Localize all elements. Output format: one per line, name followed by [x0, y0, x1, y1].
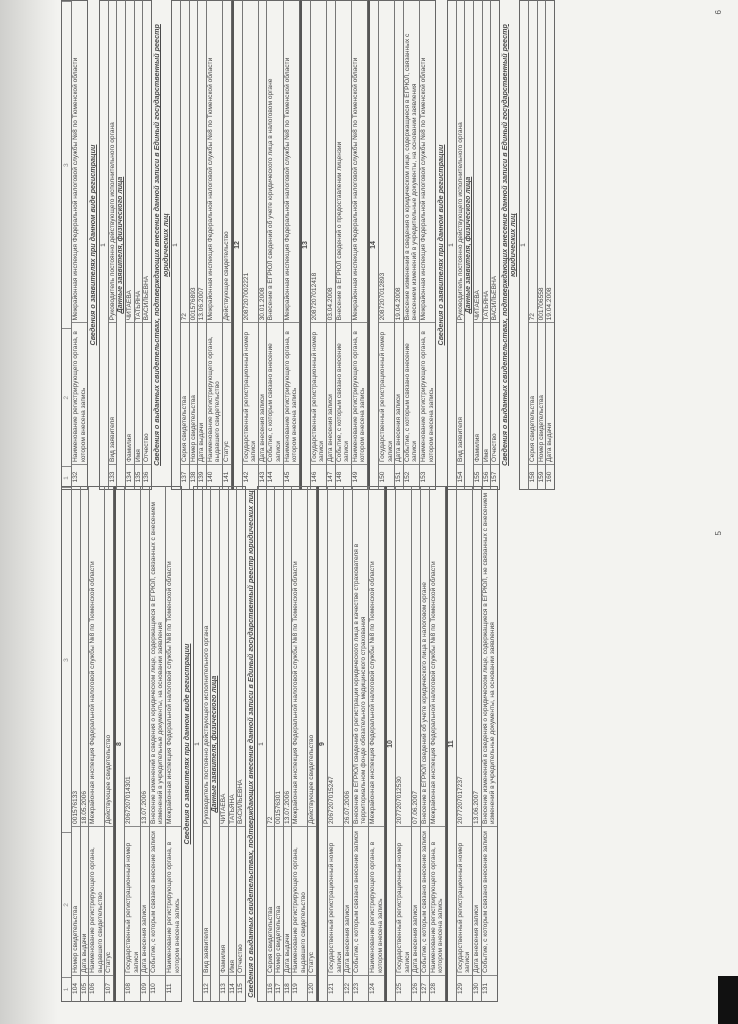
table-row — [368, 486, 385, 1002]
field-label: Номер свидетельства — [190, 322, 198, 464]
row-number: 113 — [220, 975, 228, 1001]
table-row — [403, 0, 419, 490]
table-row — [236, 486, 246, 1002]
row-number: 111 — [166, 975, 181, 1001]
row-number: 145 — [284, 464, 299, 489]
field-value: Межрайонная инспекция Федеральной налоговой службы №8 по Тюменской области — [292, 561, 300, 824]
field-value: Руководитель постоянно действующего исполнительного органа — [108, 122, 116, 321]
row-number: 150 — [379, 464, 394, 489]
table-row — [71, 0, 88, 490]
row-number: 130 — [473, 975, 481, 1001]
field-value: 13.06.2007 — [198, 287, 206, 321]
table-row — [283, 486, 292, 1002]
field-label: Имя — [483, 322, 491, 464]
field-value: 18.05.2006 — [80, 790, 88, 824]
field-label: Серия свидетельства — [181, 322, 189, 464]
field-value: 07.06.2007 — [412, 790, 420, 824]
field-label: Наименование регистрирующего органа, выдавшего свидетельство — [89, 826, 104, 975]
row-number: 157 — [491, 464, 499, 489]
item-index: 1 — [519, 0, 528, 490]
field-value: ЧИТАЕВА — [220, 793, 228, 824]
table-row — [242, 0, 258, 490]
record-section-number: 8 — [114, 486, 124, 1002]
field-value: Межрайонная инспекция Федеральной налоговой службы №8 по Тюменской области — [72, 57, 79, 321]
field-label: Вид заявителя — [109, 322, 117, 464]
field-value: 001576893 — [189, 287, 197, 321]
table-row — [307, 486, 317, 1002]
table-row — [411, 486, 420, 1002]
row-number: 142 — [243, 464, 258, 489]
field-label: Фамилия — [220, 826, 228, 975]
table-row — [206, 0, 222, 490]
field-value: Межрайонная инспекция Федеральной налоговой службы №8 по Тюменской области — [429, 561, 437, 824]
table-row — [219, 486, 228, 1002]
field-label: Событие, с которым связано внесение записи — [482, 826, 497, 975]
table-row — [481, 486, 498, 1002]
column-number: 3 — [62, 1, 71, 328]
row-number: 127 — [421, 975, 429, 1001]
table-row — [473, 0, 482, 490]
table-row — [165, 486, 182, 1002]
record-section-number: 9 — [317, 486, 327, 1002]
field-label: Дата внесения записи — [259, 322, 267, 464]
field-value: Межрайонная инспекция Федеральной налоговой службы №8 по Тюменской области — [206, 57, 214, 321]
field-value: ТАТЬЯНА — [228, 794, 236, 824]
field-label: Событие, с которым связано внесение записи — [150, 826, 165, 975]
row-number: 119 — [292, 975, 307, 1001]
field-value: 03.04.2008 — [326, 287, 334, 321]
row-number: 153 — [420, 464, 435, 489]
field-value: Внесение изменений в сведения о юридическом лице, содержащиеся в ЕГРЮЛ, связанных с внесением изменений в учредительные документы, на основании заявления — [149, 502, 165, 824]
section-title-text: Сведения о выданных свидетельствах, подтверждающих внесение данной записи в Единый государственный реестр юридических лиц — [499, 24, 518, 466]
page-number: 5 — [714, 531, 723, 536]
row-number: 121 — [328, 975, 343, 1001]
field-label: Дата выдачи — [546, 322, 554, 464]
field-value: 001576301 — [275, 790, 283, 824]
table-row — [327, 486, 343, 1002]
row-number: 158 — [529, 464, 537, 489]
table-row — [202, 486, 211, 1002]
field-label: Событие, с которым связано внесение записи — [336, 322, 351, 464]
field-label: Государственный регистрационный номер записи — [457, 826, 472, 975]
field-label: Номер свидетельства — [538, 322, 546, 464]
field-value: 30.01.2008 — [258, 287, 266, 321]
row-number: 128 — [430, 975, 445, 1001]
table-row — [352, 486, 368, 1002]
field-value: Действующее свидетельство — [105, 734, 113, 824]
field-label: Государственный регистрационный номер записи — [125, 826, 140, 975]
field-label: Дата внесения записи — [412, 826, 420, 975]
field-label: Имя — [135, 322, 143, 464]
field-value: ТАТЬЯНА — [482, 290, 490, 321]
table-row — [71, 486, 80, 1002]
row-number: 120 — [308, 975, 316, 1001]
row-number: 118 — [284, 975, 292, 1001]
table-row — [343, 486, 352, 1002]
table-row — [189, 0, 198, 490]
row-number: 154 — [457, 464, 465, 489]
table-row — [274, 486, 283, 1002]
field-label: Имя — [229, 826, 237, 975]
row-number: 147 — [327, 464, 335, 489]
field-value: 72 — [528, 313, 536, 321]
field-value: Действующее свидетельство — [223, 231, 231, 321]
row-number: 131 — [482, 975, 497, 1001]
row-number: 114 — [229, 975, 237, 1001]
table-row — [537, 0, 546, 490]
row-number: 159 — [538, 464, 546, 489]
row-number: 109 — [141, 975, 149, 1001]
field-value: 13.06.2007 — [472, 790, 480, 824]
table-row — [545, 0, 555, 490]
table-row — [180, 0, 189, 490]
table-row — [88, 486, 104, 1002]
row-number: 115 — [237, 975, 245, 1001]
row-number: 137 — [181, 464, 189, 489]
row-number: 144 — [267, 464, 282, 489]
table-row — [228, 486, 237, 1002]
section-title — [501, 0, 518, 490]
field-value: Внесение изменений в сведения о юридическом лице, содержащиеся в ЕГРЮЛ, не связанных с внесением изменений в учредительные документы, на основании заявления — [481, 492, 497, 824]
field-value: Внесение в ЕГРЮЛ сведений о регистрации юридического лица в качестве страхователя в территориальном фонде обязательного медицинского страхования — [352, 543, 368, 824]
row-number: 122 — [344, 975, 352, 1001]
row-number: 104 — [72, 975, 80, 1001]
field-value: Межрайонная инспекция Федеральной налоговой службы №8 по Тюменской области — [419, 57, 427, 321]
table-header-row — [61, 486, 71, 1002]
page-content — [61, 486, 498, 1002]
item-index: 1 — [257, 486, 266, 1002]
field-label: Фамилия — [126, 322, 134, 464]
field-value: 19.04.2008 — [546, 287, 554, 321]
field-label: Дата внесения записи — [327, 322, 335, 464]
field-label: Государственный регистрационный номер записи — [379, 322, 394, 464]
table-row — [395, 486, 411, 1002]
subsection-heading: Данные заявителя, физического лица — [210, 486, 219, 1002]
field-value: 001706558 — [537, 287, 545, 321]
scan-edge-shadow — [0, 0, 58, 1024]
field-label: Наименование регистрирующего органа, в котором внесена запись — [72, 322, 87, 464]
row-number: 139 — [198, 464, 206, 489]
table-row — [490, 0, 500, 490]
field-value: 26.07.2006 — [344, 790, 352, 824]
field-label: Дата выдачи — [198, 322, 206, 464]
section-title — [89, 0, 98, 490]
row-number: 117 — [275, 975, 283, 1001]
field-value: Межрайонная инспекция Федеральной налоговой службы №8 по Тюменской области — [283, 57, 291, 321]
field-value: Внесение изменений в сведения о юридическом лице, содержащиеся в ЕГРЮЛ, связанных с внесением изменений в учредительные документы, на основании заявления — [403, 33, 419, 321]
table-row — [456, 486, 472, 1002]
table-row — [125, 0, 134, 490]
field-value: Руководитель постоянно действующего исполнительного органа — [202, 625, 210, 824]
row-number: 138 — [190, 464, 198, 489]
table-row — [222, 0, 232, 490]
table-row — [420, 486, 429, 1002]
field-label: Дата внесения записи — [141, 826, 149, 975]
item-index: 1 — [447, 0, 456, 490]
field-value: Межрайонная инспекция Федеральной налоговой службы №8 по Тюменской области — [351, 57, 359, 321]
table-row — [266, 0, 282, 490]
field-value: Межрайонная инспекция Федеральной налоговой службы №8 по Тюменской области — [165, 561, 173, 824]
table-row — [108, 0, 117, 490]
table-header-row — [61, 0, 71, 490]
field-label: Наименование регистрирующего органа, в котором внесена запись — [420, 322, 435, 464]
row-number: 105 — [81, 975, 89, 1001]
field-value: ЧИТАЕВА — [474, 290, 482, 321]
field-value: Внесение в ЕГРЮЛ сведений об учете юридического лица в налоговом органе — [267, 78, 275, 321]
section-title — [153, 0, 170, 490]
column-number: 2 — [62, 832, 71, 977]
row-number: 129 — [457, 975, 472, 1001]
row-number: 116 — [267, 975, 275, 1001]
table-row — [394, 0, 403, 490]
table-row — [326, 0, 335, 490]
table-row — [335, 0, 351, 490]
row-number: 135 — [135, 464, 143, 489]
field-label: Наименование регистрирующего органа, в котором внесена запись — [430, 826, 445, 975]
record-section-number: 13 — [300, 0, 310, 490]
field-value: Внесение в ЕГРЮЛ сведений о предоставлении лицензии — [335, 141, 343, 321]
field-label: Отчество — [143, 322, 151, 464]
section-title-text: Сведения о выданных свидетельствах, подтверждающих внесение данной записи в Единый государственный реестр юридических лиц — [152, 24, 170, 466]
row-number: 134 — [126, 464, 134, 489]
field-value: 2067207015247 — [328, 776, 336, 824]
page-number: 6 — [714, 10, 723, 15]
field-value: ВАСИЛЬЕВНА — [143, 275, 151, 321]
field-value: 72 — [181, 313, 189, 321]
table-row — [456, 0, 465, 490]
field-label: Серия свидетельства — [267, 826, 275, 975]
field-value: 2077207017237 — [456, 776, 464, 824]
row-number: 123 — [353, 975, 368, 1001]
table-row — [266, 486, 275, 1002]
field-value: 2067207014301 — [124, 776, 132, 824]
field-label: Вид заявителя — [203, 826, 211, 975]
document-page-5 — [55, 486, 727, 1002]
row-number: 132 — [72, 464, 87, 489]
field-value: ВАСИЛЬЕВНА — [491, 275, 499, 321]
field-label: Дата выдачи — [284, 826, 292, 975]
field-label: Номер свидетельства — [72, 826, 80, 975]
field-value: 2087207012418 — [310, 272, 318, 321]
table-row — [258, 0, 267, 490]
field-label: Государственный регистрационный номер записи — [328, 826, 343, 975]
table-row — [429, 486, 446, 1002]
subsection-heading: Данные заявителя, физического лица — [464, 0, 473, 490]
row-number: 149 — [352, 464, 367, 489]
section-title-text: Сведения о заявителях при данном виде регистрации — [182, 643, 192, 845]
row-number: 143 — [259, 464, 267, 489]
field-label: Наименование регистрирующего органа, в котором внесена запись — [166, 826, 181, 975]
column-number: 3 — [62, 487, 71, 832]
field-label: Отчество — [237, 826, 245, 975]
field-label: Государственный регистрационный номер записи — [396, 826, 411, 975]
row-number: 148 — [336, 464, 351, 489]
field-value: Межрайонная инспекция Федеральной налоговой службы №8 по Тюменской области — [89, 561, 97, 824]
table-row — [378, 0, 394, 490]
field-value: Действующее свидетельство — [308, 734, 316, 824]
row-number: 110 — [150, 975, 165, 1001]
table-row — [310, 0, 326, 490]
table-row — [142, 0, 152, 490]
section-title — [183, 486, 192, 1002]
row-number: 160 — [546, 464, 554, 489]
record-section-number: 11 — [446, 486, 456, 1002]
table-row — [140, 486, 149, 1002]
field-label: Наименование регистрирующего органа, выдавшего свидетельство — [207, 322, 222, 464]
row-number: 107 — [105, 975, 113, 1001]
subsection-heading: Данные заявителя, физического лица — [116, 0, 125, 490]
field-label: Наименование регистрирующего органа, выдавшего свидетельство — [292, 826, 307, 975]
field-value: ВАСИЛЬЕВНА — [237, 779, 245, 824]
item-index: 1 — [171, 0, 180, 490]
row-number: 141 — [223, 464, 231, 489]
row-number: 155 — [474, 464, 482, 489]
field-value: 2087207002221 — [242, 272, 250, 321]
section-title — [437, 0, 446, 490]
field-label: Номер свидетельства — [275, 826, 283, 975]
table-row — [291, 486, 307, 1002]
field-label: Наименование регистрирующего органа, в котором внесена запись — [369, 826, 384, 975]
field-label: Дата внесения записи — [344, 826, 352, 975]
section-title-text: Сведения о выданных свидетельствах, подтверждающих внесение данной записи в Единый государственный реестр юридических лиц — [246, 490, 255, 998]
field-label: Наименование регистрирующего органа, в котором внесена запись — [352, 322, 367, 464]
field-value: 13.07.2006 — [141, 790, 149, 824]
column-number: 2 — [62, 328, 71, 466]
row-number: 112 — [203, 975, 211, 1001]
field-value: Внесение в ЕГРЮЛ сведений об учете юридического лица в налоговом органе — [421, 582, 428, 824]
field-label: Наименование регистрирующего органа, в котором внесена запись — [284, 322, 299, 464]
row-number: 108 — [125, 975, 140, 1001]
row-number: 140 — [207, 464, 222, 489]
table-row — [104, 486, 114, 1002]
item-index: 1 — [193, 486, 202, 1002]
field-value: ЧИТАЕВА — [126, 290, 134, 321]
field-label: Дата внесения записи — [473, 826, 481, 975]
field-label: Серия свидетельства — [529, 322, 537, 464]
table-row — [149, 486, 165, 1002]
field-label: Вид заявителя — [457, 322, 465, 464]
field-label: Государственный регистрационный номер записи — [243, 322, 258, 464]
table-row — [197, 0, 206, 490]
record-section-number: 14 — [368, 0, 378, 490]
field-label: Дата внесения записи — [395, 322, 403, 464]
row-number: 106 — [89, 975, 104, 1001]
field-label: Событие, с которым связано внесение записи — [404, 322, 419, 464]
field-label: Отчество — [491, 322, 499, 464]
row-number: 156 — [483, 464, 491, 489]
table-row — [351, 0, 368, 490]
row-number: 151 — [395, 464, 403, 489]
row-number: 146 — [311, 464, 326, 489]
section-title-text: Сведения о заявителях при данном виде регистрации — [436, 144, 446, 346]
table-row — [283, 0, 300, 490]
row-number: 133 — [109, 464, 117, 489]
field-value: Межрайонная инспекция Федеральной налоговой службы №8 по Тюменской области — [369, 561, 377, 824]
row-number: 136 — [143, 464, 151, 489]
document-page-6 — [55, 0, 727, 490]
field-label: Статус — [105, 826, 113, 975]
field-label: Событие, с которым связано внесение записи — [267, 322, 282, 464]
row-number: 126 — [412, 975, 420, 1001]
field-value: 001576133 — [72, 790, 79, 824]
row-number: 125 — [396, 975, 411, 1001]
table-row — [134, 0, 143, 490]
field-label: Событие, с которым связано внесение записи — [353, 826, 368, 975]
table-row — [482, 0, 491, 490]
table-row — [472, 486, 481, 1002]
scan-artifact — [718, 976, 738, 1024]
field-value: Руководитель постоянно действующего исполнительного органа — [456, 122, 464, 321]
row-number: 152 — [404, 464, 419, 489]
column-number: 1 — [62, 466, 71, 489]
row-number: 124 — [369, 975, 384, 1001]
record-section-number: 12 — [232, 0, 242, 490]
table-row — [528, 0, 537, 490]
field-label: Статус — [308, 826, 316, 975]
section-title — [247, 486, 256, 1002]
table-row — [124, 486, 140, 1002]
field-label: Фамилия — [474, 322, 482, 464]
field-value: 2077207012530 — [396, 776, 404, 824]
field-value: 72 — [266, 816, 274, 824]
field-value: ТАТЬЯНА — [134, 290, 142, 321]
field-label: Событие, с которым связано внесение записи — [421, 826, 429, 975]
field-label: Статус — [223, 322, 231, 464]
field-value: 2087207012893 — [378, 272, 386, 321]
table-row — [80, 486, 89, 1002]
field-value: 13.07.2006 — [283, 790, 291, 824]
column-number: 1 — [62, 977, 71, 1001]
page-content — [61, 0, 555, 490]
field-value: 19.04.2008 — [395, 287, 403, 321]
table-row — [419, 0, 436, 490]
record-section-number: 10 — [385, 486, 395, 1002]
section-title-text: Сведения о заявителях при данном виде регистрации — [88, 144, 98, 346]
field-label: Государственный регистрационный номер записи — [311, 322, 326, 464]
field-label: Дата выдачи — [81, 826, 89, 975]
item-index: 1 — [99, 0, 108, 490]
